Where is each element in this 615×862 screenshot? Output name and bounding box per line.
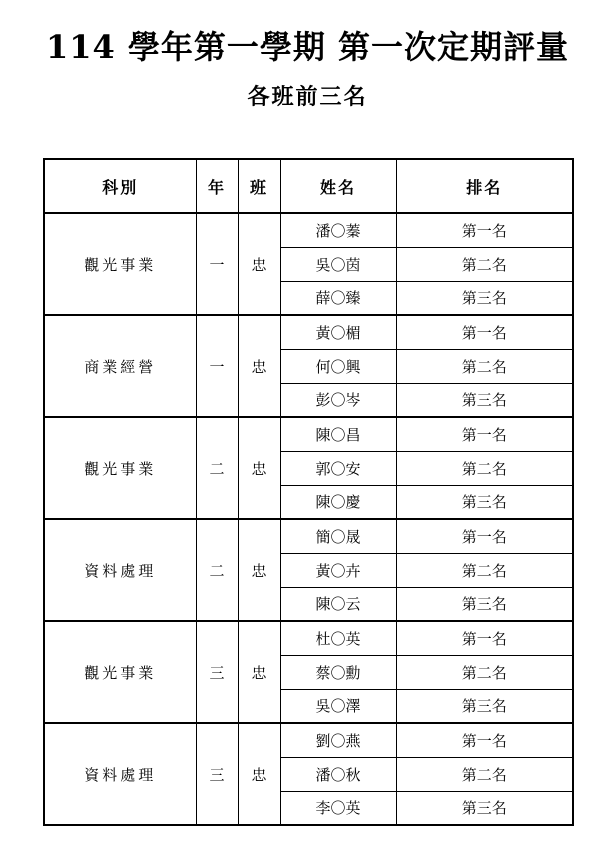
student-name-cell: 陳〇云 (280, 587, 396, 621)
header-name: 姓名 (280, 159, 396, 213)
year-cell: 一 (196, 315, 238, 417)
student-name-cell: 潘〇秋 (280, 757, 396, 791)
student-name-cell: 吳〇澤 (280, 689, 396, 723)
table-row (44, 417, 573, 451)
rank-cell: 第一名 (396, 519, 573, 553)
student-name-cell: 潘〇蓁 (280, 213, 396, 247)
table-row (44, 621, 573, 655)
year-cell: 一 (196, 213, 238, 315)
table-row (44, 723, 573, 757)
rank-cell: 第三名 (396, 485, 573, 519)
student-name-cell: 黃〇卉 (280, 553, 396, 587)
header-department: 科別 (44, 159, 196, 213)
year-cell: 二 (196, 519, 238, 621)
student-name-cell: 吳〇茵 (280, 247, 396, 281)
department-cell: 商業經營 (44, 315, 196, 417)
page-title: 114 學年第一學期 第一次定期評量 (45, 28, 570, 66)
page-subtitle: 各班前三名 (247, 84, 368, 110)
ranking-table (43, 158, 574, 826)
rank-cell: 第二名 (396, 247, 573, 281)
student-name-cell: 薛〇臻 (280, 281, 396, 315)
rank-cell: 第一名 (396, 213, 573, 247)
class-cell: 忠 (238, 315, 280, 417)
department-cell: 觀光事業 (44, 213, 196, 315)
rank-cell: 第二名 (396, 349, 573, 383)
header-year: 年 (196, 159, 238, 213)
rank-cell: 第三名 (396, 383, 573, 417)
rank-cell: 第二名 (396, 757, 573, 791)
rank-cell: 第一名 (396, 417, 573, 451)
table-row (44, 519, 573, 553)
student-name-cell: 何〇興 (280, 349, 396, 383)
header-rank: 排名 (396, 159, 573, 213)
student-name-cell: 郭〇安 (280, 451, 396, 485)
department-cell: 資料處理 (44, 723, 196, 825)
rank-cell: 第二名 (396, 451, 573, 485)
year-cell: 三 (196, 621, 238, 723)
student-name-cell: 杜〇英 (280, 621, 396, 655)
class-cell: 忠 (238, 213, 280, 315)
student-name-cell: 劉〇燕 (280, 723, 396, 757)
rank-cell: 第一名 (396, 723, 573, 757)
rank-cell: 第三名 (396, 791, 573, 825)
rank-cell: 第一名 (396, 621, 573, 655)
rank-cell: 第二名 (396, 655, 573, 689)
table-row (44, 315, 573, 349)
student-name-cell: 陳〇慶 (280, 485, 396, 519)
class-cell: 忠 (238, 417, 280, 519)
rank-cell: 第三名 (396, 689, 573, 723)
department-cell: 資料處理 (44, 519, 196, 621)
student-name-cell: 黃〇楣 (280, 315, 396, 349)
table-header-row (44, 159, 573, 213)
student-name-cell: 簡〇晟 (280, 519, 396, 553)
rank-cell: 第一名 (396, 315, 573, 349)
year-cell: 三 (196, 723, 238, 825)
class-cell: 忠 (238, 723, 280, 825)
department-cell: 觀光事業 (44, 417, 196, 519)
header-class: 班 (238, 159, 280, 213)
class-cell: 忠 (238, 621, 280, 723)
department-cell: 觀光事業 (44, 621, 196, 723)
rank-cell: 第三名 (396, 281, 573, 315)
rank-cell: 第三名 (396, 587, 573, 621)
student-name-cell: 陳〇昌 (280, 417, 396, 451)
class-cell: 忠 (238, 519, 280, 621)
table-row (44, 213, 573, 247)
year-cell: 二 (196, 417, 238, 519)
student-name-cell: 李〇英 (280, 791, 396, 825)
student-name-cell: 彭〇岑 (280, 383, 396, 417)
rank-cell: 第二名 (396, 553, 573, 587)
student-name-cell: 蔡〇勳 (280, 655, 396, 689)
